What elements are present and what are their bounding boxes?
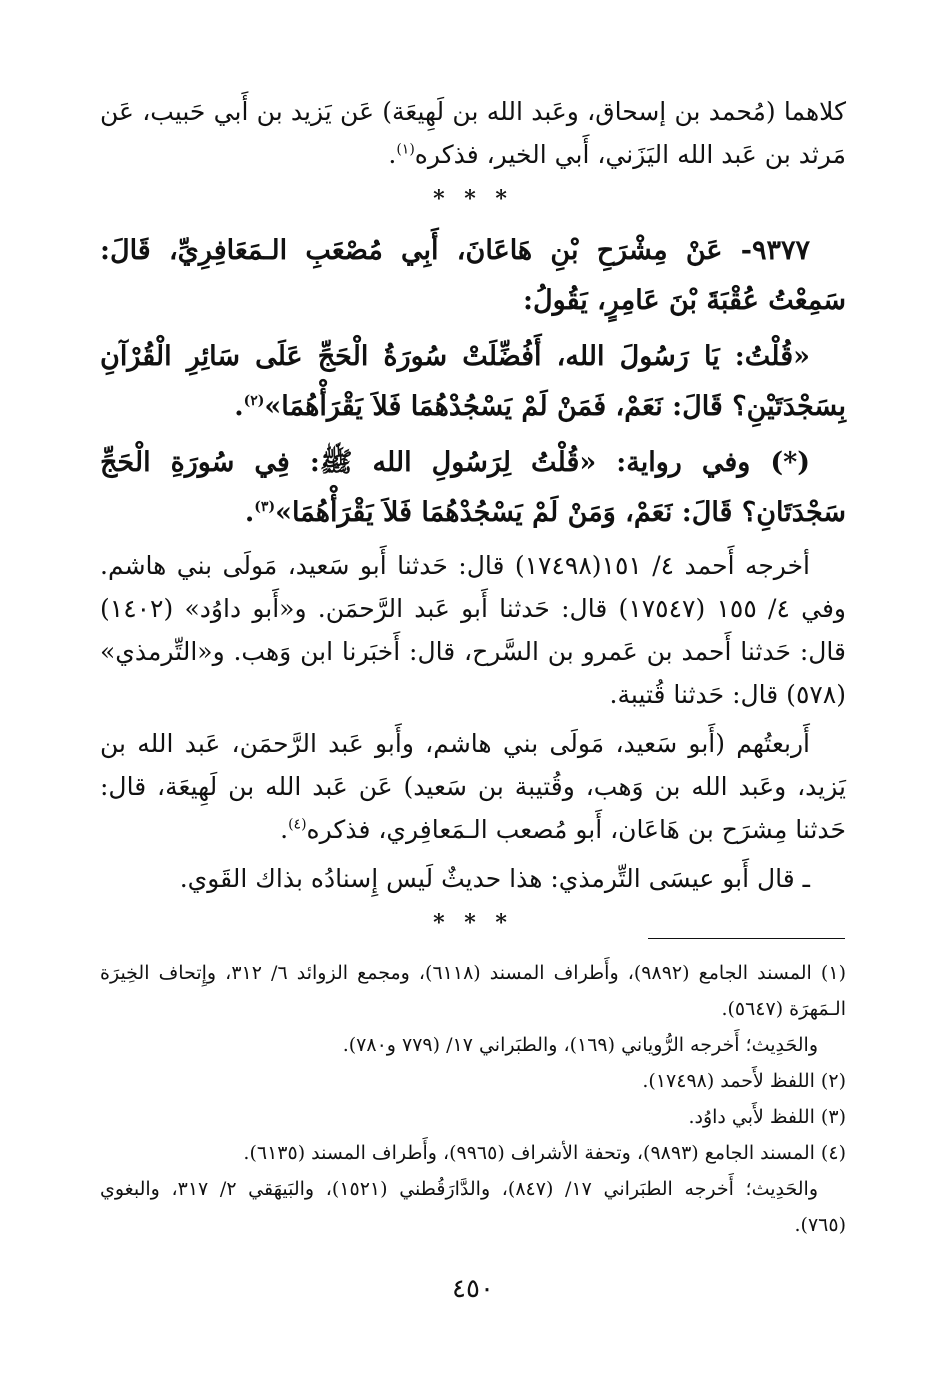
takhrij-paragraph-1: أخرجه أَحمد ٤/ ١٥١(١٧٤٩٨) قال: حَدثنا أَبو سَعيد، مَولَى بني هاشم. وفي ٤/ ١٥٥ (١٧٥٤٧) قال: حَدثنا أَبو عَبد الرَّحمَن. و«أَبو داوُد» (١٤٠٢) قال: حَدثنا أَحمد بن عَمرو بن السَّرح، قال: أَخبَرنا ابن وَهب. و«التِّرمذي» (٥٧٨) قال: حَدثنا قُتيبة.	[100, 551, 847, 709]
section-separator-2: * * *	[433, 910, 513, 936]
takhrij-2-text: أَربعتُهم (أَبو سَعيد، مَولَى بني هاشم، وأَبو عَبد الرَّحمَن، عَبد الله بن يَزيد، وعَبد الله بن وَهب، وقُتيبة بن سَعيد) عَن عَبد الله بن لَهِيعَة، قال: حَدثنا مِشرَح بن هَاعَان، أَبو مُصعب الـمَعافِري، فذكره	[100, 729, 846, 844]
riwaya-text: (*) وفي رواية: «قُلْتُ لِرَسُولِ الله ﷺ: فِي سُورَةِ الْحَجِّ سَجْدَتَانِ؟ قَالَ: نَعَمْ، وَمَنْ لَمْ يَسْجُدْهُمَا فَلاَ يَقْرَأْهُمَا»	[100, 447, 846, 528]
hadith-text: «قُلْتُ: يَا رَسُولَ الله، أَفُضِّلَتْ سُورَةُ الْحَجِّ عَلَى سَائِرِ الْقُرْآنِ بِسَجْدَتَيْنِ؟ قَالَ: نَعَمْ، فَمَنْ لَمْ يَسْجُدْهُمَا فَلاَ يَقْرَأْهُمَا»$^{(٢)}$.	[100, 341, 846, 422]
footnote-ref-2: (٢)	[243, 393, 265, 409]
footnote-1: (١) المسند الجامع (٩٨٩٢)، وأَطراف المسند (٦١١٨)، ومجمع الزوائد ٦/ ٣١٢، وإِتحاف الخِيرَة الـمَهرَة (٥٦٤٧).	[100, 962, 846, 1020]
footnote-4: (٤) المسند الجامع (٩٨٩٣)، وتحفة الأشراف (٩٩٦٥)، وأَطراف المسند (٦١٣٥).	[243, 1142, 846, 1164]
riwaya-paragraph: (*) وفي رواية: «قُلْتُ لِرَسُولِ الله ﷺ: فِي سُورَةِ الْحَجِّ سَجْدَتَانِ؟ قَالَ: نَعَمْ، وَمَنْ لَمْ يَسْجُدْهُمَا فَلاَ يَقْرَأْهُمَا»$^{(٣)}$.	[100, 447, 846, 528]
footnote-divider	[648, 938, 845, 939]
footnote-2: (٢) اللفظ لأَحمد (١٧٤٩٨).	[642, 1070, 846, 1092]
hadith-body: «قُلْتُ: يَا رَسُولَ الله، أَفُضِّلَتْ سُورَةُ الْحَجِّ عَلَى سَائِرِ الْقُرْآنِ بِسَجْدَتَيْنِ؟ قَالَ: نَعَمْ، فَمَنْ لَمْ يَسْجُدْهُمَا فَلاَ يَقْرَأْهُمَا»	[100, 341, 846, 422]
footnote-ref-1: (١)	[396, 141, 415, 158]
footnote-ref-3: (٣)	[254, 499, 276, 515]
page-number: ٤٥٠	[452, 1274, 494, 1304]
section-separator: * * *	[433, 186, 513, 212]
takhrij-paragraph-2: أَربعتُهم (أَبو سَعيد، مَولَى بني هاشم، وأَبو عَبد الرَّحمَن، عَبد الله بن يَزيد، وعَبد الله بن وَهب، وقُتيبة بن سَعيد) عَن عَبد الله بن لَهِيعَة، قال: حَدثنا مِشرَح بن هَاعَان، أَبو مُصعب الـمَعافِري، فذكره$^{(٤)}$.	[100, 729, 846, 844]
main-text	[100, 90, 846, 950]
footnote-4-continued: والحَدِيث؛ أَخرجه الطبَراني ١٧/ (٨٤٧)، والدَّارَقُطني (١٥٢١)، والبَيهَقي ٢/ ٣١٧، والبغوي (٧٦٥).	[100, 1178, 846, 1236]
footnote-ref-4: (٤)	[288, 816, 307, 833]
footnote-1-continued: والحَدِيث؛ أَخرجه الرُّوياني (١٦٩)، والطبَراني ١٧/ (٧٧٩ و٧٨٠).	[342, 1034, 818, 1056]
tirmidhi-note: ـ قال أَبو عيسَى التِّرمذي: هذا حديثٌ لَيس إِسنادُه بذاك القَوي.	[179, 864, 810, 893]
footnotes	[100, 955, 846, 1243]
intro-paragraph: كلاهما (مُحمد بن إسحاق، وعَبد الله بن لَهِيعَة) عَن يَزيد بن أَبي حَبيب، عَن مَرثد بن عَبد الله اليَزَني، أَبي الخير، فذكره$^{(١)}$.	[100, 97, 846, 169]
intro-text: كلاهما (مُحمد بن إسحاق، وعَبد الله بن لَهِيعَة) عَن يَزيد بن أَبي حَبيب، عَن مَرثد بن عَبد الله اليَزَني، أَبي الخير، فذكره	[100, 97, 846, 169]
hadith-heading: ٩٣٧٧- عَنْ مِشْرَحِ بْنِ هَاعَانَ، أَبِي مُصْعَبِ الـمَعَافِرِيِّ، قَالَ: سَمِعْتُ عُقْبَةَ بْنَ عَامِرٍ، يَقُولُ:	[100, 235, 846, 316]
footnote-3: (٣) اللفظ لأَبي داوُد.	[688, 1106, 846, 1128]
